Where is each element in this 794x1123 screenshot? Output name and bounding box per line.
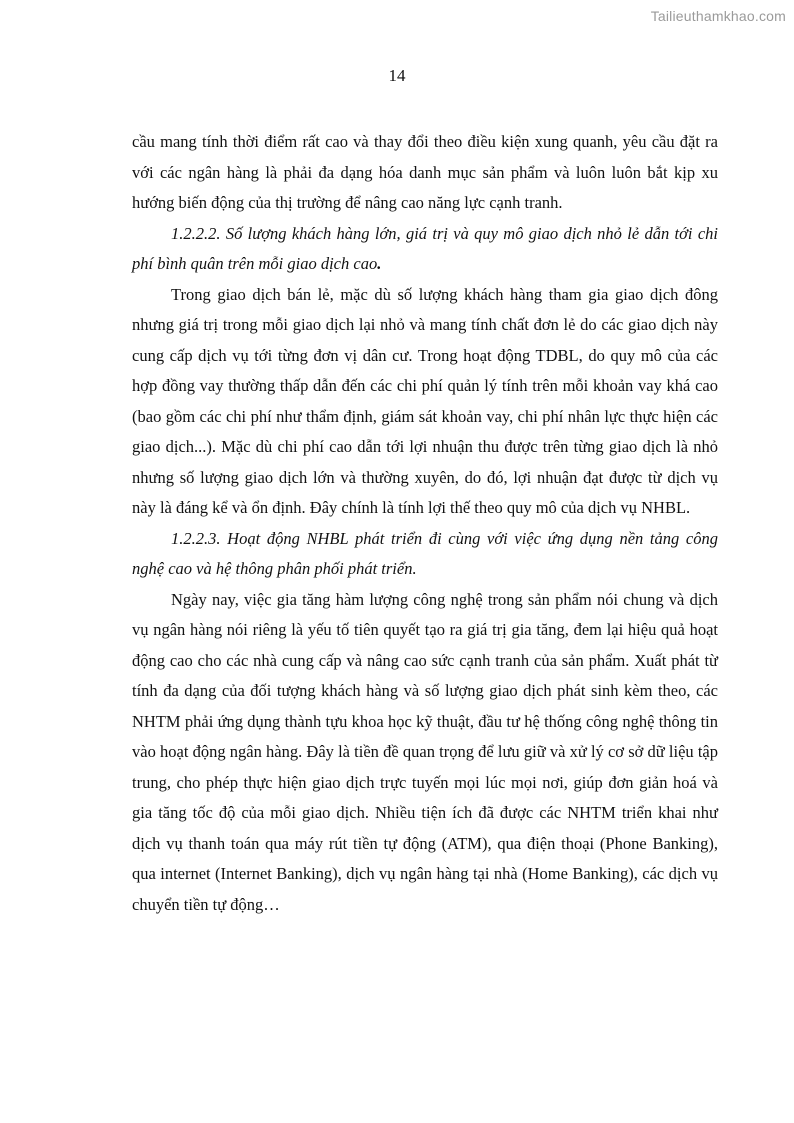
section-heading-1-2-2-3: 1.2.2.3. Hoạt động NHBL phát triển đi cùng với việc ứng dụng nền tảng công nghệ cao và hệ thông phân phối phát triển. [132, 528, 718, 578]
watermark: Tailieuthamkhao.com [650, 8, 786, 24]
paragraph-continuation: cầu mang tính thời điểm rất cao và thay đổi theo điều kiện xung quanh, yêu cầu đặt ra với các ngân hàng là phải đa dạng hóa danh mục sản phẩm và luôn luôn bắt kịp xu hướng biến động của thị trường để nâng cao năng lực cạnh tranh. [132, 132, 718, 212]
paragraph-retail-transactions: Trong giao dịch bán lẻ, mặc dù số lượng khách hàng tham gia giao dịch đông nhưng giá trị trong mỗi giao dịch lại nhỏ và mang tính chất đơn lẻ do các giao dịch này cung cấp dịch vụ tới từng đơn vị dân cư. Trong hoạt động TDBL, do quy mô của các hợp đồng vay thường thấp dẫn đến các chi phí quản lý tính trên mỗi khoản vay khá cao (bao gồm các chi phí như thẩm định, giám sát khoản vay, chi phí nhân lực thực hiện các giao dịch...). Mặc dù chi phí cao dẫn tới lợi nhuận thu được trên từng giao dịch là nhỏ nhưng số lượng giao dịch lớn và thường xuyên, do đó, lợi nhuận đạt được từ dịch vụ này là đáng kể và ổn định. Đây chính là tính lợi thế theo quy mô của dịch vụ NHBL. [132, 284, 718, 517]
document-body [132, 127, 718, 920]
section-heading-1-2-2-2 [132, 219, 718, 280]
heading-text: 1.2.2.2. Số lượng khách hàng lớn, giá trị và quy mô giao dịch nhỏ lẻ dẫn tới chi phí bình quân trên mỗi giao dịch cao [132, 223, 718, 273]
page-number: 14 [388, 66, 406, 85]
paragraph-technology: Ngày nay, việc gia tăng hàm lượng công nghệ trong sản phẩm nói chung và dịch vụ ngân hàng nói riêng là yếu tố tiên quyết tạo ra giá trị gia tăng, đem lại hiệu quả hoạt động cao cho các nhà cung cấp và nâng cao sức cạnh tranh của sản phẩm. Xuất phát từ tính đa dạng của đối tượng khách hàng và số lượng giao dịch phát sinh kèm theo, các NHTM phải ứng dụng thành tựu khoa học kỹ thuật, đầu tư hệ thống công nghệ thông tin vào hoạt động ngân hàng. Đây là tiền đề quan trọng để lưu giữ và xử lý cơ sở dữ liệu tập trung, cho phép thực hiện giao dịch trực tuyến mọi lúc mọi nơi, giúp đơn giản hoá và gia tăng tốc độ của mỗi giao dịch. Nhiều tiện ích đã được các NHTM triển khai như dịch vụ thanh toán qua máy rút tiền tự động (ATM), qua điện thoại (Phone Banking), qua internet (Internet Banking), dịch vụ ngân hàng tại nhà (Home Banking), các dịch vụ chuyển tiền tự động… [132, 589, 718, 914]
heading-period: . [377, 254, 382, 273]
